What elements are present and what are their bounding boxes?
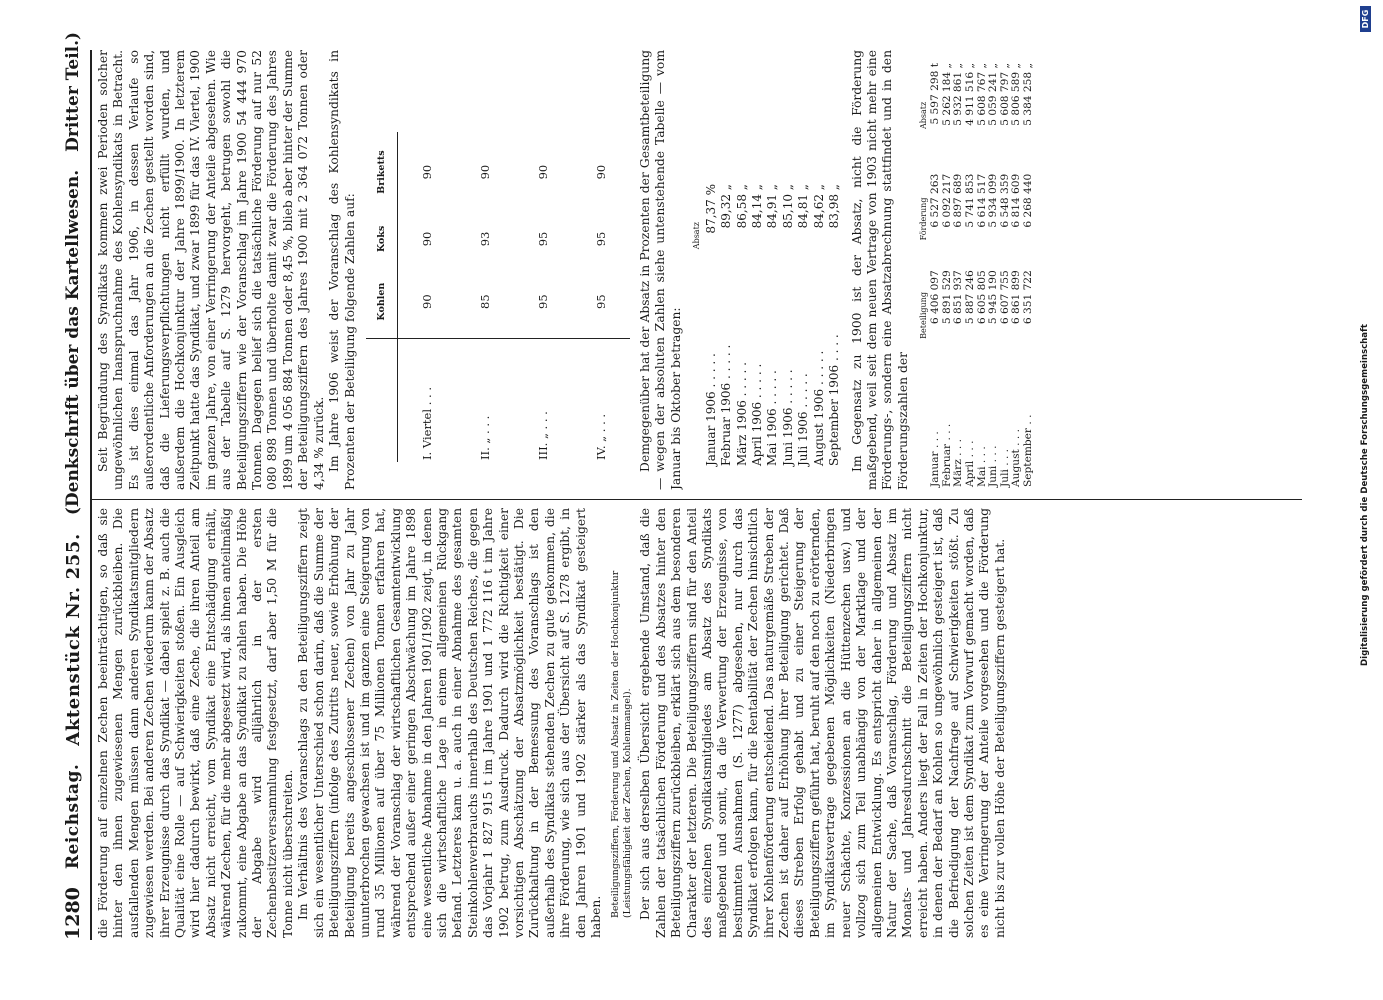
right-column [96,50,1296,490]
header-rule [90,50,92,940]
month-label: Mai 1906 . . . . . [765,370,780,466]
table-row [811,180,826,470]
table-cell: 6 605 805 [975,270,988,325]
page-number: 1280 [62,887,84,940]
month-label: Juni 1906 . . . . . [780,369,795,466]
document-subtitle: (Denkschrift über das Kartellwesen. [63,169,83,516]
table-cell: 5 891 529 [940,270,953,325]
table-cell: 6 548 359 [998,173,1011,228]
percentage-value: 87,37 % [703,184,718,234]
table-header-cell: Koks [366,212,398,266]
document-part: Dritter Teil.) [63,31,83,152]
forecast-table [366,132,630,462]
row-label: IV. „ . . . [572,338,630,462]
percentage-value: 84,14 „ [749,184,764,229]
table-header-row [690,180,703,470]
percentage-value: 86,58 „ [734,184,749,229]
table-cell: 90 [419,164,434,180]
table-header-cell: Absatz [692,222,702,250]
paragraph: Seit Begründung des Syndikats kommen zwei Perioden solcher ungewöhnlichen Inanspruchnahme des Kohlensyndikats in Betracht. Es ist dies einmal das Jahr 1906, in dessen Verlaufe so außerordentliche Anforderungen an die Zechen gestellt worden sind, daß die Lieferungsverpflichtungen nicht erfüllt wurden, und außerdem die Hochkonjunktur der Jahre 1899/1900. In letzterem Zeitpunkt hatte das Syndikat, und zwar 1899 für das IV. Viertel, 1900 im ganzen Jahre, von einer Verringerung der Anteile abgesehen. Wie aus der Tabelle auf S. 1279 hervorgeht, betrugen sowohl die Beteiligungsziffern wie der Voranschlag im Jahre 1900 54 444 970 Tonnen. Dagegen belief sich die tatsächliche Förderung auf nur 52 080 898 Tonnen und überholte damit zwar die Förderung des Jahres 1899 um 4 056 884 Tonnen oder 8,45 %, blieb aber hinter der Summe der Beteiligungsziffern des Jahres 1900 mit 2 364 072 Tonnen oder 4,34 % zurück. [96,50,326,490]
table-cell: 5 384 258 „ [1022,63,1035,126]
table-cell: 90 [535,164,550,180]
table-cell: 6 861 899 [1010,270,1023,325]
table-header-cell: Briketts [366,132,398,212]
row-label: III. „ . . . [514,338,572,462]
header-left: Reichstag. [63,763,83,870]
month-label: Januar . . . [929,431,942,487]
page-header [58,31,88,940]
table-header-row [366,132,398,462]
dfg-logo: DFG [1360,6,1371,32]
table-row [780,180,795,470]
table-cell: 5 945 190 [987,270,1000,325]
table-cell: 6 614 517 [975,173,988,228]
table-cell: 95 [593,294,608,309]
percentage-value: 89,32 „ [719,184,734,229]
table-header-cell [366,338,398,462]
month-label: September 1906 . . . . [826,334,841,466]
month-label: September . . [1022,414,1035,487]
table-cell: 95 [535,294,550,309]
monthly-figures-table [917,60,1034,490]
table-cell: 6 351 722 [1022,270,1035,325]
table-cell: 5 597 298 t [929,63,942,125]
percentage-value: 84,62 „ [811,184,826,229]
percentage-value: 83,98 „ [826,184,841,229]
digitization-note: Digitalisierung gefördert durch die Deutsche Forschungsgemeinschaft [1360,324,1370,666]
month-label: Mai . . . [975,446,988,487]
month-label: Juni . . . [987,445,1000,487]
table-row [734,180,749,470]
table-cell: 6 268 440 [1022,173,1035,228]
table-header-cell: Absatz [919,101,929,129]
table-cell: 5 806 589 „ [1010,63,1023,126]
table-cell: 90 [419,294,434,309]
section-heading: Beteiligungsziffern, Förderung und Absatz in Zeiten der Hochkonjunktur (Leistungsfähigkeit der Zechen, Kohlenmangel). [610,570,634,918]
table-cell: 5 934 099 [987,173,1000,228]
table-header-cell: Beteiligung [919,292,929,339]
month-label: Januar 1906 . . . . . [703,353,718,466]
table-cell: 90 [477,164,492,180]
table-row [765,180,780,470]
table-cell: 5 608 767 „ [975,63,988,126]
table-cell: 6 851 937 [952,270,965,325]
table-row [456,132,514,462]
table-row [397,132,456,462]
paragraph: die Förderung auf einzelnen Zechen beeinträchtigen, so daß sie hinter den ihnen zugewiesenen Mengen zurückbleiben. Die ausfallenden Mengen müssen dann anderen Syndikatsmitgliedern zugewiesen werden. Bei anderen Zechen wiederum kann der Absatz ihrer Erzeugnisse durch das Syndikat — dabei spielt z. B. auch die Qualität eine Rolle — auf Schwierigkeiten stoßen. Ein Ausgleich wird hier dadurch bewirkt, daß eine Zeche, die ihren Anteil am Absatz nicht erreicht, vom Syndikat eine Entschädigung erhält, während Zechen, für die mehr abgesetzt wird, als ihnen anteilmäßig zukommt, eine Abgabe an das Syndikat zu zahlen haben. Die Höhe der Abgabe wird alljährlich in der ersten Zechenbesitzerversammlung festgesetzt, darf aber 1,50 M für die Tonne nicht überschreiten. [96,508,295,938]
table-row [749,180,764,470]
table-header-cell: Förderung [919,197,929,241]
table-row [795,180,810,470]
table-cell: 6 092 217 [940,173,953,228]
column-divider [92,499,1302,500]
month-label: Juli 1906 . . . . . [796,373,811,466]
left-column [96,508,1296,938]
table-cell: 4 911 516 „ [964,63,977,126]
paragraph: Der sich aus derselben Übersicht ergebende Umstand, daß die Zahlen der tatsächlichen Förderung und des Absatzes hinter den Beteiligungsziffern zurückbleiben, erklärt sich aus dem besonderen Charakter der letzteren. Die Beteiligungsziffern sind für den Anteil des einzelnen Syndikatsmitgliedes am Absatz des Syndikats maßgebend und somit, da die Verwertung der Erzeugnisse, von bestimmten Ausnahmen (S. 1277) abgesehen, nur durch das Syndikat erfolgen kann, für die Rentabilität der Zechen hinsichtlich ihrer Kohlenförderung entscheidend. Das naturgemäße Streben der Zechen ist daher auf Erhöhung ihrer Beteiligung gerichtet. Daß dieses Streben Erfolg gehabt und zu einer Steigerung der Beteiligungsziffern geführt hat, beruht auf den noch zu erörternden, im Syndikatsvertrage gegebenen Möglichkeiten (Niederbringen neuer Schächte, Konzessionen an die Hüttenzechen usw.) und vollzog sich zum Teil unabhängig von der Marktlage und der allgemeinen Entwicklung. Es entspricht daher in allgemeinen der Natur der Sache, daß Voranschlag, Förderung und Absatz im Monats- und Jahresdurchschnitt die Beteiligungsziffern nicht erreicht haben. Anders liegt der Fall in Zeiten der Hochkonjunktur, in denen der Bedarf an Kohlen so ungewöhnlich gesteigert ist, daß die Befriedigung der Nachfrage auf Schwierigkeiten stößt. Zu solchen Zeiten ist dem Syndikat zum Vorwurf gemacht worden, daß es eine Verringerung der Anteile vorgesehen und die Förderung nicht bis zur vollen Höhe der Beteiligungsziffern gesteigert hat. [638,508,1007,938]
month-label: April 1906 . . . . . [749,363,764,466]
table-cell: 90 [419,231,434,247]
table-cell: 5 608 797 „ [998,63,1011,126]
table-cell: 5 932 861 „ [952,63,965,126]
table-cell: 6 406 097 [929,270,942,325]
table-cell: 5 262 184 „ [940,63,953,126]
paragraph: Im Gegensatz zu 1900 ist der Absatz, nicht die Förderung maßgebend, weil seit dem neuen Vertrage von 1903 nicht mehr eine Förderungs-, sondern eine Absatzabrechnung stattfindet und in den Förderungszahlen der [849,50,910,490]
percentage-value: 85,10 „ [780,184,795,229]
percentage-value: 84,91 „ [765,184,780,229]
table-header-cell: Kohlen [366,266,398,338]
table-cell: 6 527 263 [929,173,942,228]
table-row [703,180,718,470]
table-row [572,132,630,462]
paragraph: Im Jahre 1906 weist der Voranschlag des Kohlensyndikats in Prozenten der Beteiligung folgende Zahlen auf: [327,50,357,490]
table-cell: 85 [477,294,492,309]
table-cell: 5 741 853 [964,173,977,228]
paragraph: Demgegenüber hat der Absatz in Prozenten der Gesamtbeteiligung — wegen der absoluten Zahlen siehe untenstehende Tabelle — vom Januar bis Oktober betragen: [637,50,683,490]
month-label: März 1906 . . . . . [734,362,749,466]
month-label: Februar . . . [940,423,953,487]
table-cell: 95 [593,231,608,247]
row-label: II. „ . . . [456,338,514,462]
table-cell: 5 059 241 „ [987,63,1000,126]
paragraph: Im Verhältnis des Voranschlags zu den Beteiligungsziffern zeigt sich ein wesentlicher Unterschied schon darin, daß die Summe der Beteiligungsziffern (infolge des Zutritts neuer, sowie Erhöhung der Beteiligung bereits angeschlossener Zechen) von Jahr zu Jahr ununterbrochen gewachsen ist und im ganzen eine Steigerung von rund 35 Millionen auf über 75 Millionen Tonnen erfahren hat, während der Voranschlag der wirtschaftlichen Gesamtentwicklung entsprechend außer einer geringen Abschwächung im Jahre 1898 eine wesentliche Abnahme in den Jahren 1901/1902 zeigt, in denen sich die wirtschaftliche Lage in einem allgemeinen Rückgang befand. Letzteres kam u. a. auch in einer Abnahme des gesamten Steinkohlenverbrauchs innerhalb des Deutschen Reiches, die gegen das Vorjahr 1 827 915 t im Jahre 1901 und 1 772 116 t im Jahre 1902 betrug, zum Ausdruck. Dadurch wird die Richtigkeit einer vorsichtigen Abschätzung der Absatzmöglichkeit bestätigt. Die Zurückhaltung in der Bemessung des Voranschlags ist den außerhalb des Syndikats stehenden Zechen zu gute gekommen, die ihre Förderung, wie sich aus der Übersicht auf S. 1278 ergibt, in den Jahren 1901 und 1902 stärker als das Syndikat gesteigert haben. [296,508,603,938]
month-label: August . . . [1010,429,1023,487]
table-cell: 95 [535,231,550,247]
sales-percentage-table [690,180,842,470]
table-row [1023,60,1035,490]
document-title: Aktenstück Nr. 255. [62,533,84,746]
table-row [826,180,841,470]
table-cell: 6 607 755 [998,270,1011,325]
month-label: August 1906 . . . . . [811,350,826,466]
table-row [719,180,734,470]
percentage-value: 84,81 „ [796,184,811,229]
table-cell: 90 [593,164,608,180]
month-label: Juli . . . [998,448,1011,487]
table-row [965,60,977,490]
table-cell: 6 814 609 [1010,173,1023,228]
row-label: I. Viertel . . . [397,338,456,462]
month-label: März . . . [952,438,965,487]
month-label: April . . . [964,440,977,487]
table-cell: 5 887 246 [964,270,977,325]
table-cell: 93 [477,231,492,247]
month-label: Februar 1906 . . . . . [719,344,734,466]
table-cell: 6 897 689 [952,173,965,228]
table-row [514,132,572,462]
